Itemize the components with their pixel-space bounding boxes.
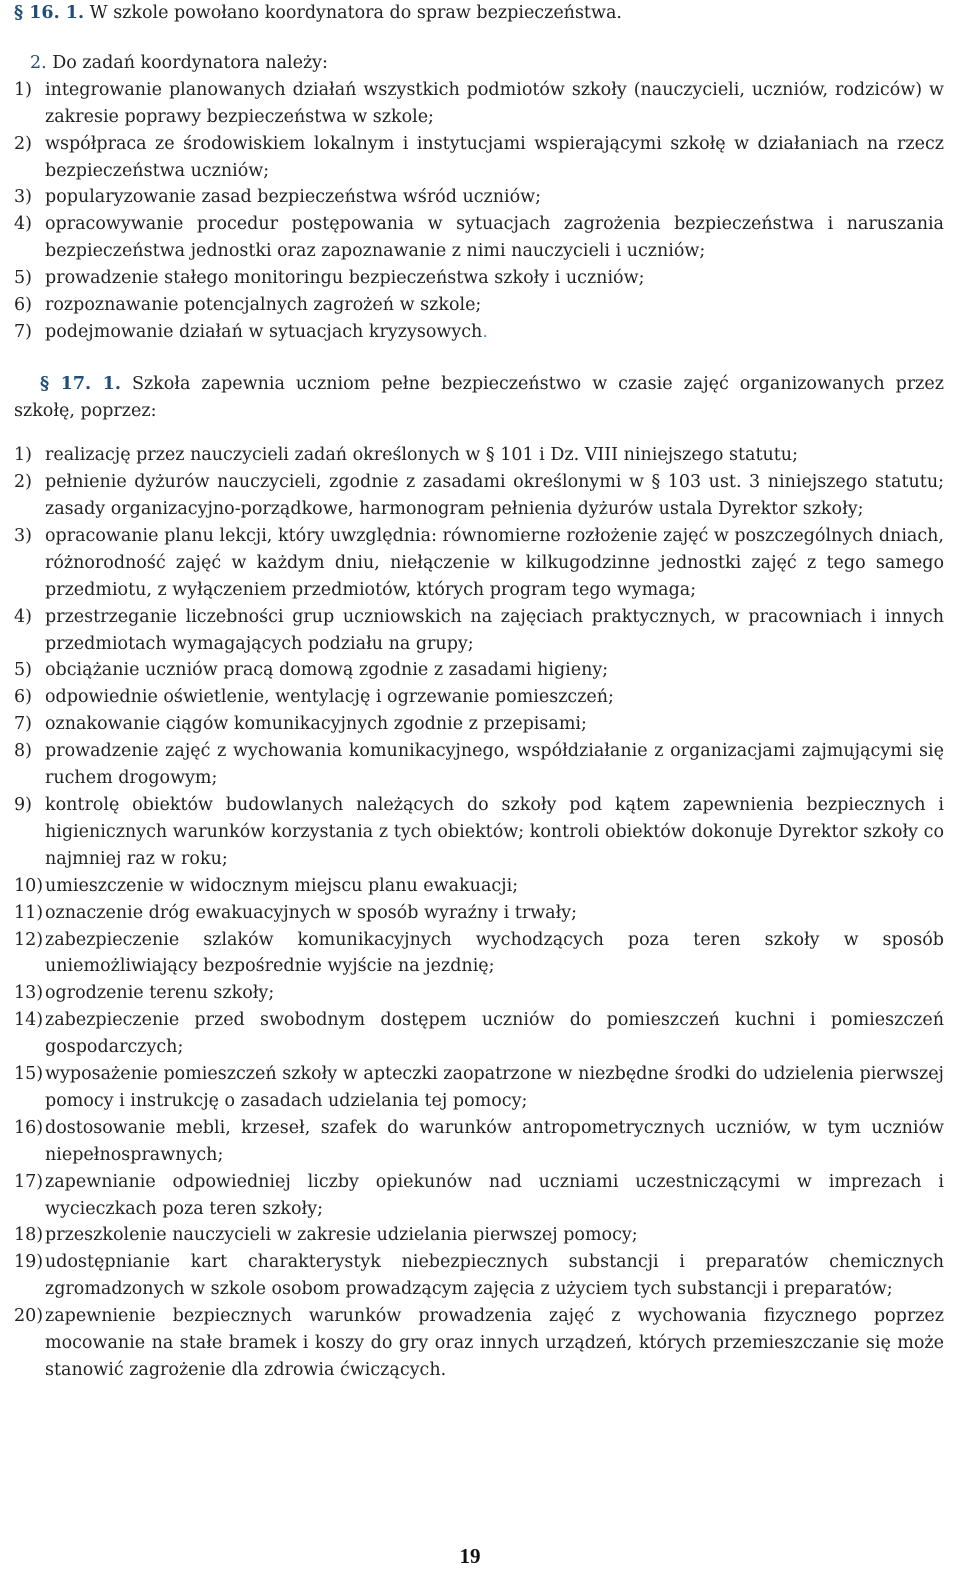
list-item-text: współpraca ze środowiskiem lokalnym i instytucjami wspierającymi szkołę w działaniach na rzecz bezpieczeństwa uczniów; <box>45 133 944 181</box>
list-item-text: wyposażenie pomieszczeń szkoły w apteczki zaopatrzone w niezbędne środki do udzielenia pierwszej pomocy i instrukcję o zasadach udzielania tej pomocy; <box>45 1064 944 1111</box>
list-item-text: dostosowanie mebli, krzeseł, szafek do warunków antropometrycznych uczniów, w tym uczniów niepełnosprawnych; <box>45 1117 944 1165</box>
list-item <box>14 1303 944 1384</box>
list-item-marker: 6) <box>14 295 32 316</box>
list-item-marker: 2) <box>14 133 32 154</box>
list-item <box>14 604 944 658</box>
list-item <box>14 1169 944 1223</box>
list-item-text: obciążanie uczniów pracą domową zgodnie z zasadami higieny; <box>45 660 609 681</box>
list-item-text: oznakowanie ciągów komunikacyjnych zgodnie z przepisami; <box>45 714 587 735</box>
list-item <box>14 265 944 292</box>
list-item <box>14 900 944 927</box>
list-item-marker: 1) <box>14 445 32 466</box>
list-item-marker: 19) <box>14 1252 44 1273</box>
list-item-marker: 4) <box>14 214 32 235</box>
list-item <box>14 523 944 604</box>
list-item-marker: 11) <box>14 902 44 923</box>
list-item <box>14 442 944 469</box>
list-item-text: realizację przez nauczycieli zadań określonych w § 101 i Dz. VIII niniejszego statutu; <box>45 445 798 466</box>
list-item-text: zapewnianie odpowiedniej liczby opiekunów nad uczniami uczestniczącymi w imprezach i wycieczkach poza teren szkoły; <box>45 1171 944 1219</box>
section-16-sub-number: 2. <box>30 52 47 73</box>
list-item-text: odpowiednie oświetlenie, wentylację i ogrzewanie pomieszczeń; <box>45 687 614 708</box>
list-item <box>14 927 944 981</box>
list-item-text: opracowywanie procedur postępowania w sytuacjach zagrożenia bezpieczeństwa i naruszania bezpieczeństwa jednostki oraz zapoznawanie z nimi nauczycieli i uczniów; <box>45 214 944 262</box>
list-item-text: zapewnienie bezpiecznych warunków prowadzenia zajęć z wychowania fizycznego poprzez mocowanie na stałe bramek i koszy do gry oraz innych urządzeń, których przemieszczanie się może stanowić zagrożenie dla zdrowia ćwiczących. <box>45 1306 944 1380</box>
list-item-marker: 9) <box>14 794 32 815</box>
section-16-heading-text: W szkole powołano koordynatora do spraw bezpieczeństwa. <box>89 3 622 23</box>
list-item-marker: 20) <box>14 1306 44 1327</box>
list-item <box>14 319 944 346</box>
list-item-text: prowadzenie zajęć z wychowania komunikacyjnego, współdziałanie z organizacjami zajmującymi się ruchem drogowym; <box>45 741 944 789</box>
section-16-heading <box>14 0 944 27</box>
list-item-text: podejmowanie działań w sytuacjach kryzysowych <box>45 321 483 342</box>
list-item-trailing-dot: . <box>482 321 488 342</box>
list-item-text: kontrolę obiektów budowlanych należących do szkoły pod kątem zapewnienia bezpiecznych i higienicznych warunków korzystania z tych obiektów; kontroli obiektów dokonuje Dyrektor szkoły co najmniej raz w roku; <box>45 794 944 869</box>
list-item-text: udostępnianie kart charakterystyk niebezpiecznych substancji i preparatów chemicznych zgromadzonych w szkole osobom prowadzącym zajęcia z użyciem tych substancji i preparatów; <box>45 1252 944 1300</box>
list-item <box>14 292 944 319</box>
list-item-marker: 5) <box>14 268 32 289</box>
list-item-text: zabezpieczenie przed swobodnym dostępem uczniów do pomieszczeń kuchni i pomieszczeń gospodarczych; <box>45 1010 944 1058</box>
list-item <box>14 711 944 738</box>
list-item-marker: 17) <box>14 1171 44 1192</box>
list-item-text: prowadzenie stałego monitoringu bezpieczeństwa szkoły i uczniów; <box>45 268 645 289</box>
list-item <box>14 738 944 792</box>
list-item-marker: 5) <box>14 660 32 681</box>
list-item <box>14 873 944 900</box>
list-item <box>14 1061 944 1115</box>
list-item-marker: 7) <box>14 714 32 735</box>
list-item-text: oznaczenie dróg ewakuacyjnych w sposób wyraźny i trwały; <box>45 902 578 923</box>
section-17-list <box>14 442 944 1384</box>
list-item-marker: 13) <box>14 983 44 1004</box>
list-item-text: popularyzowanie zasad bezpieczeństwa wśród uczniów; <box>45 187 542 208</box>
section-16-list <box>14 77 944 346</box>
list-item-text: przestrzeganie liczebności grup uczniowskich na zajęciach praktycznych, w pracowniach i innych przedmiotach wymagających podziału na grupy; <box>45 606 944 654</box>
list-item-text: integrowanie planowanych działań wszystkich podmiotów szkoły (nauczycieli, uczniów, rodziców) w zakresie poprawy bezpieczeństwa w szkole; <box>45 79 944 127</box>
list-item <box>14 469 944 523</box>
list-item <box>14 77 944 131</box>
list-item-text: pełnienie dyżurów nauczycieli, zgodnie z zasadami określonymi w § 103 ust. 3 niniejszego statutu; zasady organizacyjno-porządkowe, harmonogram pełnienia dyżurów ustala Dyrektor szkoły; <box>45 472 944 519</box>
section-17-number: § 17. 1. <box>40 373 121 394</box>
list-item <box>14 184 944 211</box>
list-item-marker: 1) <box>14 79 32 100</box>
list-item-text: opracowanie planu lekcji, który uwzględnia: równomierne rozłożenie zajęć w poszczególnych dniach, różnorodność zajęć w każdym dniu, niełączenie w kilkugodzinne jednostki zajęć z tego samego przedmiotu, z wyłączeniem przedmiotów, których program tego wymaga; <box>45 525 944 600</box>
list-item-marker: 8) <box>14 741 32 762</box>
list-item-marker: 18) <box>14 1225 44 1246</box>
list-item-marker: 2) <box>14 472 32 493</box>
list-item <box>14 211 944 265</box>
list-item-marker: 12) <box>14 929 44 950</box>
section-16-number: § 16. 1. <box>14 3 85 23</box>
list-item-text: umieszczenie w widocznym miejscu planu ewakuacji; <box>45 875 519 896</box>
list-item <box>14 1007 944 1061</box>
section-16-subheading <box>14 50 944 77</box>
section-17-heading <box>14 371 944 425</box>
list-item <box>14 1115 944 1169</box>
list-item <box>14 980 944 1007</box>
list-item-marker: 14) <box>14 1010 44 1031</box>
section-16-sub-text: Do zadań koordynatora należy: <box>52 52 328 73</box>
list-item <box>14 131 944 185</box>
document-body <box>14 0 944 1384</box>
list-item-marker: 15) <box>14 1064 44 1085</box>
list-item <box>14 792 944 873</box>
list-item <box>14 1249 944 1303</box>
list-item-marker: 3) <box>14 525 32 546</box>
list-item <box>14 657 944 684</box>
list-item <box>14 684 944 711</box>
list-item-marker: 10) <box>14 875 44 896</box>
list-item-marker: 7) <box>14 321 32 342</box>
section-17-heading-text: Szkoła zapewnia uczniom pełne bezpieczeństwo w czasie zajęć organizowanych przez szkołę, poprzez: <box>14 373 944 421</box>
list-item <box>14 1222 944 1249</box>
list-item-text: zabezpieczenie szlaków komunikacyjnych wychodzących poza teren szkoły w sposób uniemożliwiający bezpośrednie wyjście na jezdnię; <box>45 929 944 977</box>
list-item-text: rozpoznawanie potencjalnych zagrożeń w szkole; <box>45 295 482 316</box>
list-item-marker: 16) <box>14 1117 44 1138</box>
list-item-marker: 3) <box>14 187 32 208</box>
list-item-marker: 6) <box>14 687 32 708</box>
list-item-text: ogrodzenie terenu szkoły; <box>45 983 275 1004</box>
list-item-marker: 4) <box>14 606 32 627</box>
list-item-text: przeszkolenie nauczycieli w zakresie udzielania pierwszej pomocy; <box>45 1225 638 1246</box>
page-number: 19 <box>459 1544 481 1568</box>
